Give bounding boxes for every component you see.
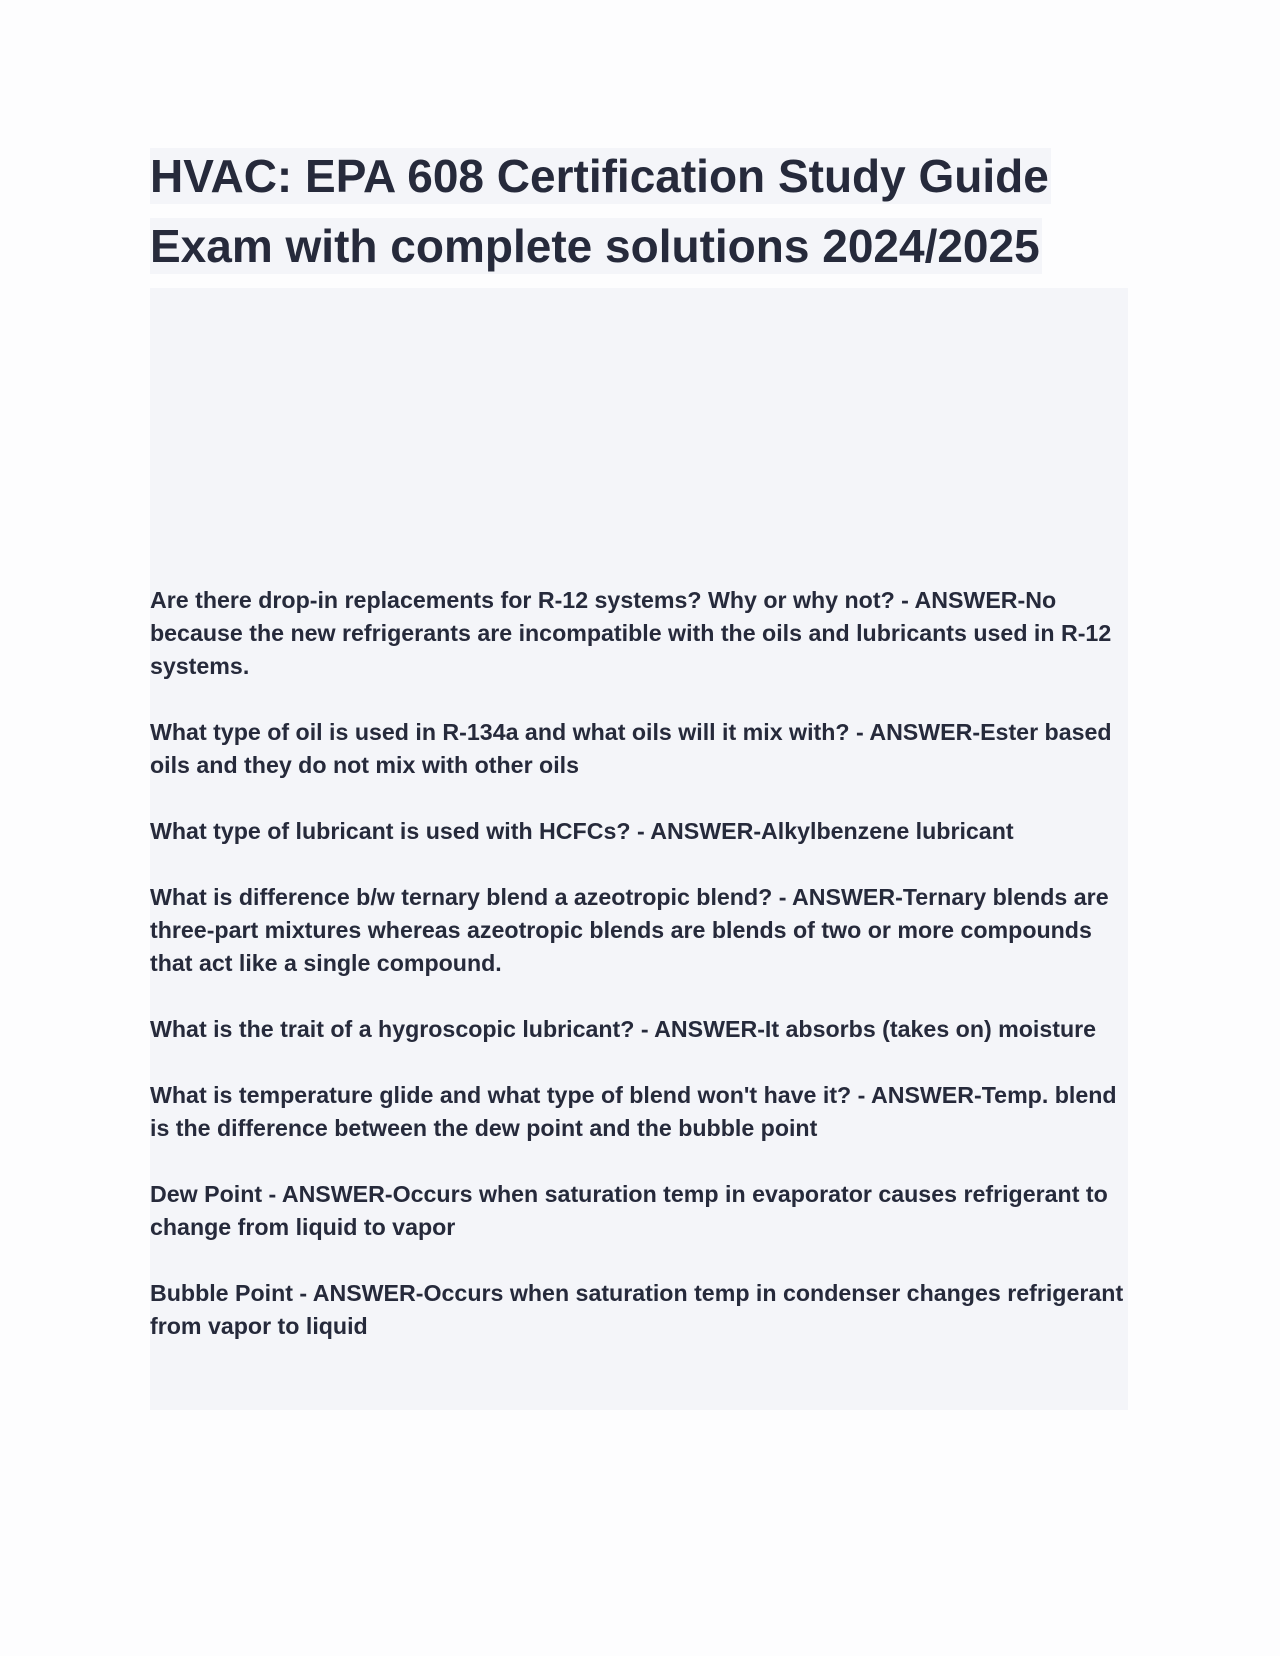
qa-item: What is the trait of a hygroscopic lubricant? - ANSWER-It absorbs (takes on) moisture xyxy=(150,1016,1097,1042)
qa-item: What type of lubricant is used with HCFCs? - ANSWER-Alkylbenzene lubricant xyxy=(150,818,1014,844)
title-line-1: HVAC: EPA 608 Certification Study Guide xyxy=(150,150,1049,202)
content-panel xyxy=(150,288,1128,1410)
qa-item: Are there drop-in replacements for R-12 systems? Why or why not? - ANSWER-No because the new refrigerants are incompatible with the oils and lubricants used in R-12 systems. xyxy=(150,587,1112,679)
qa-item: What type of oil is used in R-134a and what oils will it mix with? - ANSWER-Ester based oils and they do not mix with other oils xyxy=(150,719,1112,778)
qa-item: Dew Point - ANSWER-Occurs when saturation temp in evaporator causes refrigerant to change from liquid to vapor xyxy=(150,1181,1108,1240)
title-line-2: Exam with complete solutions 2024/2025 xyxy=(150,220,1040,272)
page-title xyxy=(150,148,1150,288)
qa-item: What is difference b/w ternary blend a azeotropic blend? - ANSWER-Ternary blends are three-part mixtures whereas azeotropic blends are blends of two or more compounds that act like a single compound. xyxy=(150,884,1109,976)
qa-list xyxy=(150,584,1128,1376)
qa-item: Bubble Point - ANSWER-Occurs when saturation temp in condenser changes refrigerant from vapor to liquid xyxy=(150,1280,1124,1339)
qa-item: What is temperature glide and what type of blend won't have it? - ANSWER-Temp. blend is the difference between the dew point and the bubble point xyxy=(150,1082,1117,1141)
